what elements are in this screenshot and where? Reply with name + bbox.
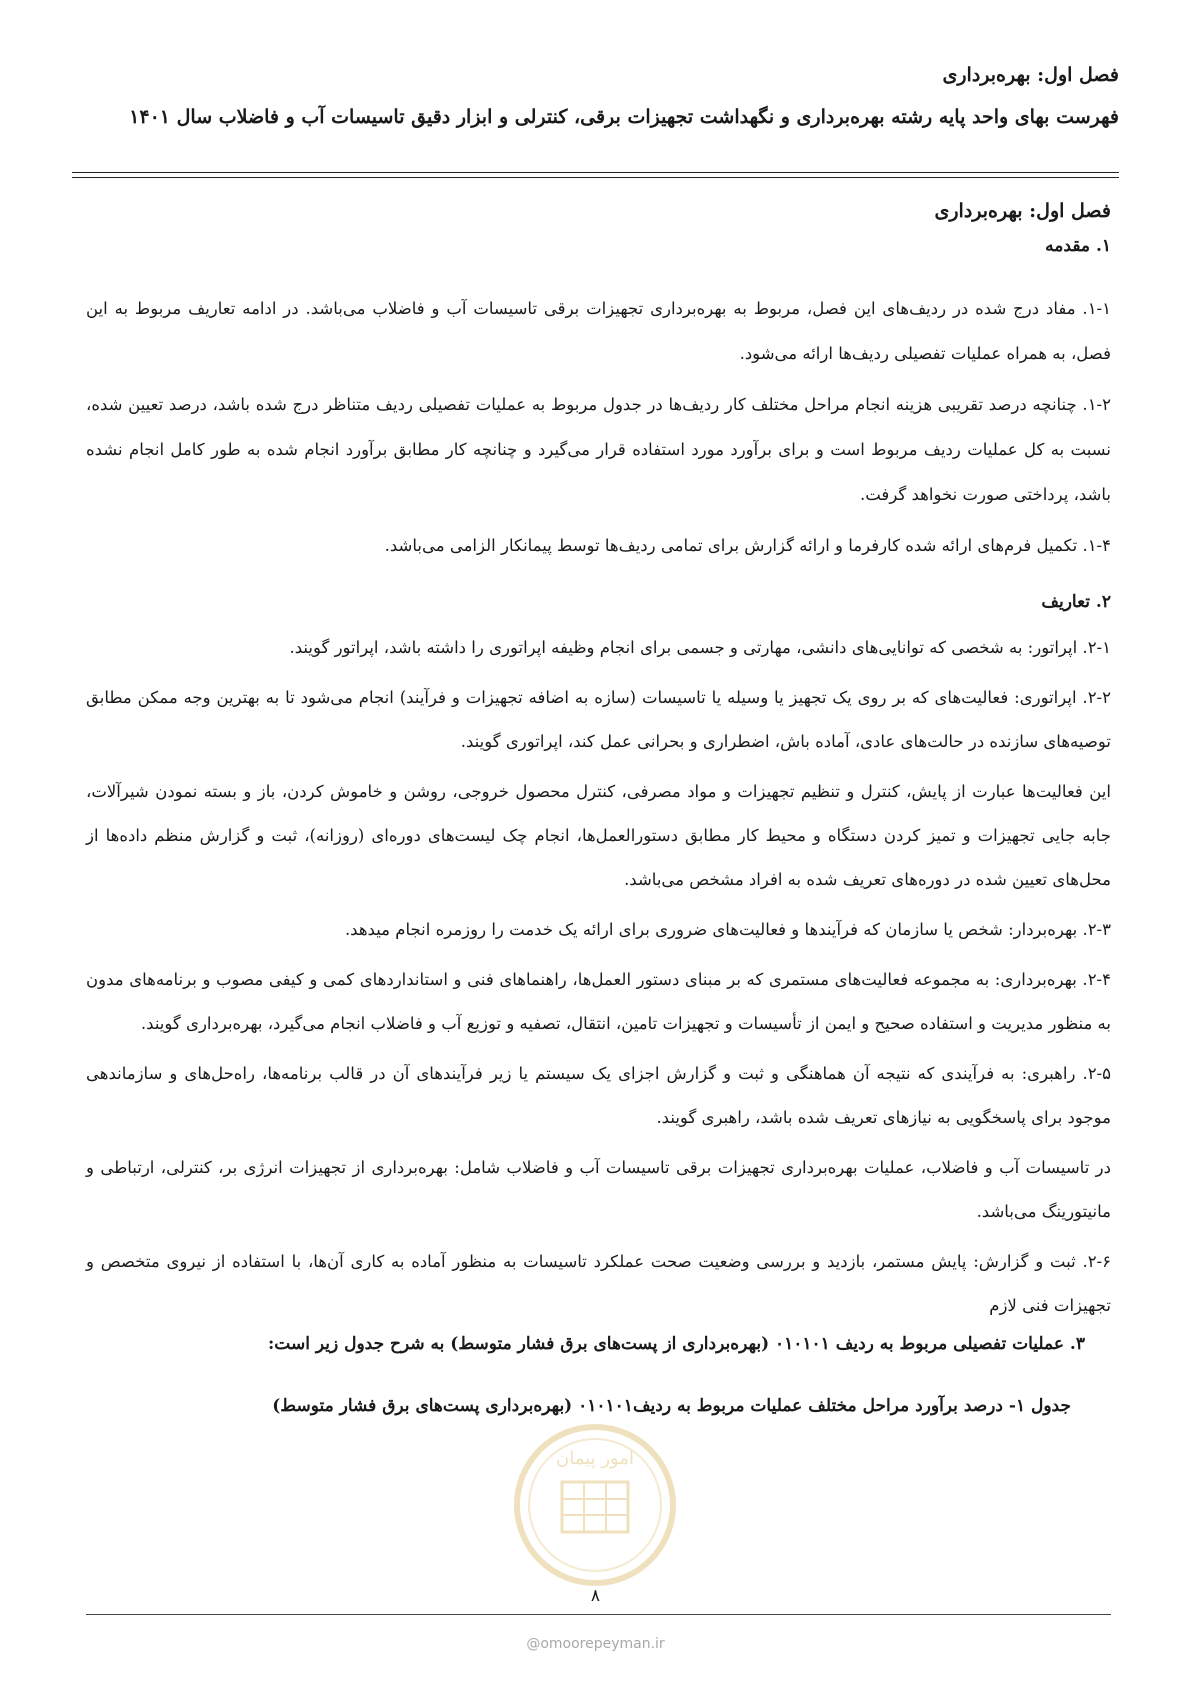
watermark-url: @omoorepeyman.ir: [526, 1636, 665, 1652]
definition-paragraph: ۲-۲. اپراتوری: فعالیت‌های که بر روی یک تجهیز یا وسیله یا تاسیسات (سازه به اضافه تجهیزات و فرآیند) انجام می‌شود تا به بهترین وجه ممکن مطابق توصیه‌های سازنده در حالت‌های عادی، آماده باش، اضطراری و بحرانی عمل کند، اپراتوری گویند.: [86, 688, 1111, 751]
intro-paragraph: ۱-۱. مفاد درج شده در ردیف‌های این فصل، مربوط به بهره‌برداری تجهیزات برقی تاسیسات آب و فاضلاب می‌باشد. در ادامه تعاریف مربوط به این فصل، به همراه عملیات تفصیلی ردیف‌ها ارائه می‌شود.: [86, 299, 1111, 363]
definition-paragraph: ۲-۳. بهره‌بردار: شخص یا سازمان که فرآیندها و فعالیت‌های ضروری برای ارائه یک خدمت را روزمره انجام میدهد.: [344, 920, 1111, 939]
page-number: ۸: [590, 1586, 601, 1606]
intro-paragraph: ۱-۴. تکمیل فرم‌های ارائه شده کارفرما و ارائه گزارش برای تمامی ردیف‌ها توسط پیمانکار الزامی می‌باشد.: [384, 536, 1111, 555]
definition-paragraph: ۲-۴. بهره‌برداری: به مجموعه فعالیت‌های مستمری که بر مبنای دستور العمل‌ها، راهنماهای فنی و استانداردهای کمی و کیفی مصوب و برنامه‌های مدون به منظور مدیریت و استفاده صحیح و ایمن از تأسیسات و تجهیزات تامین، انتقال، تصفیه و توزیع آب و فاضلاب انجام می‌گیرد، بهره‌برداری گویند.: [86, 970, 1111, 1033]
table-caption: جدول ۱- درصد برآورد مراحل مختلف عملیات مربوط به ردیف۰۱۰۱۰۱ (بهره‌برداری پست‌های برق فشار متوسط): [272, 1396, 1071, 1416]
header-chapter-title: فصل اول: بهره‌برداری: [942, 64, 1119, 86]
definitions-heading: ۲. تعاریف: [1041, 592, 1111, 612]
footer-rule: [86, 1614, 1111, 1615]
definition-paragraph: در تاسیسات آب و فاضلاب، عملیات بهره‌برداری تجهیزات برقی تاسیسات آب و فاضلاب شامل: بهره‌برداری از تجهیزات انرژی بر، کنترلی، ارتباطی و مانیتورینگ می‌باشد.: [86, 1158, 1111, 1221]
header-document-title: فهرست بهای واحد پایه رشته بهره‌برداری و نگهداشت تجهیزات برقی، کنترلی و ابزار دقیق تاسیسات آب و فاضلاب سال ۱۴۰۱: [129, 106, 1119, 128]
watermark-seal-text: امور پیمان: [556, 1448, 634, 1469]
definition-paragraph: این فعالیت‌ها عبارت از پایش، کنترل و تنظیم تجهیزات و مواد مصرفی، کنترل محصول خروجی، روشن و خاموش کردن، باز و بسته نمودن شیرآلات، جابه جایی تجهیزات و تمیز کردن دستگاه و محیط کار مطابق دستورالعمل‌ها، انجام چک لیست‌های دوره‌ای (روزانه)، ثبت و گزارش منظم داده‌ها از محل‌های تعیین شده در دوره‌های تعریف شده به افراد مشخص می‌باشد.: [86, 782, 1111, 889]
watermark-seal: [510, 1420, 680, 1590]
definition-paragraph: ۲-۱. اپراتور: به شخصی که توانایی‌های دانشی، مهارتی و جسمی برای انجام وظیفه اپراتوری را داشته باشد، اپراتور گویند.: [289, 638, 1111, 657]
intro-paragraph: ۱-۲. چنانچه درصد تقریبی هزینه انجام مراحل مختلف کار ردیف‌ها در جدول مربوط به عملیات تفصیلی ردیف متناظر درج شده باشد، درصد تعیین شده، نسبت به کل عملیات ردیف مربوط است و برای برآورد مورد استفاده قرار می‌گیرد و چنانچه کار مطابق برآورد انجام شده به طور کامل انجام نشده باشد، پرداختی صورت نخواهد گرفت.: [86, 395, 1111, 504]
running-header: [72, 64, 1119, 134]
chapter-heading: فصل اول: بهره‌برداری: [934, 200, 1111, 222]
header-rule-top: [72, 172, 1119, 173]
intro-heading: ۱. مقدمه: [1045, 236, 1111, 256]
page-body: [86, 178, 1111, 1416]
definition-paragraph: ۲-۵. راهبری: به فرآیندی که نتیجه آن هماهنگی و ثبت و گزارش اجزای یک سیستم یا زیر فرآیندهای آن در قالب برنامه‌ها، راه‌حل‌های و سازماندهی موجود برای پاسخگویی به نیازهای تعریف شده باشد، راهبری گویند.: [86, 1064, 1111, 1127]
operations-heading: ۳. عملیات تفصیلی مربوط به ردیف ۰۱۰۱۰۱ (بهره‌برداری از پست‌های برق فشار متوسط) به شرح جدول زیر است:: [268, 1334, 1085, 1354]
definition-paragraph: ۲-۶. ثبت و گزارش: پایش مستمر، بازدید و بررسی وضعیت صحت عملکرد تاسیسات به منظور آماده به کاری آن‌ها، با استفاده از نیروی متخصص و تجهیزات فنی لازم: [86, 1252, 1111, 1315]
